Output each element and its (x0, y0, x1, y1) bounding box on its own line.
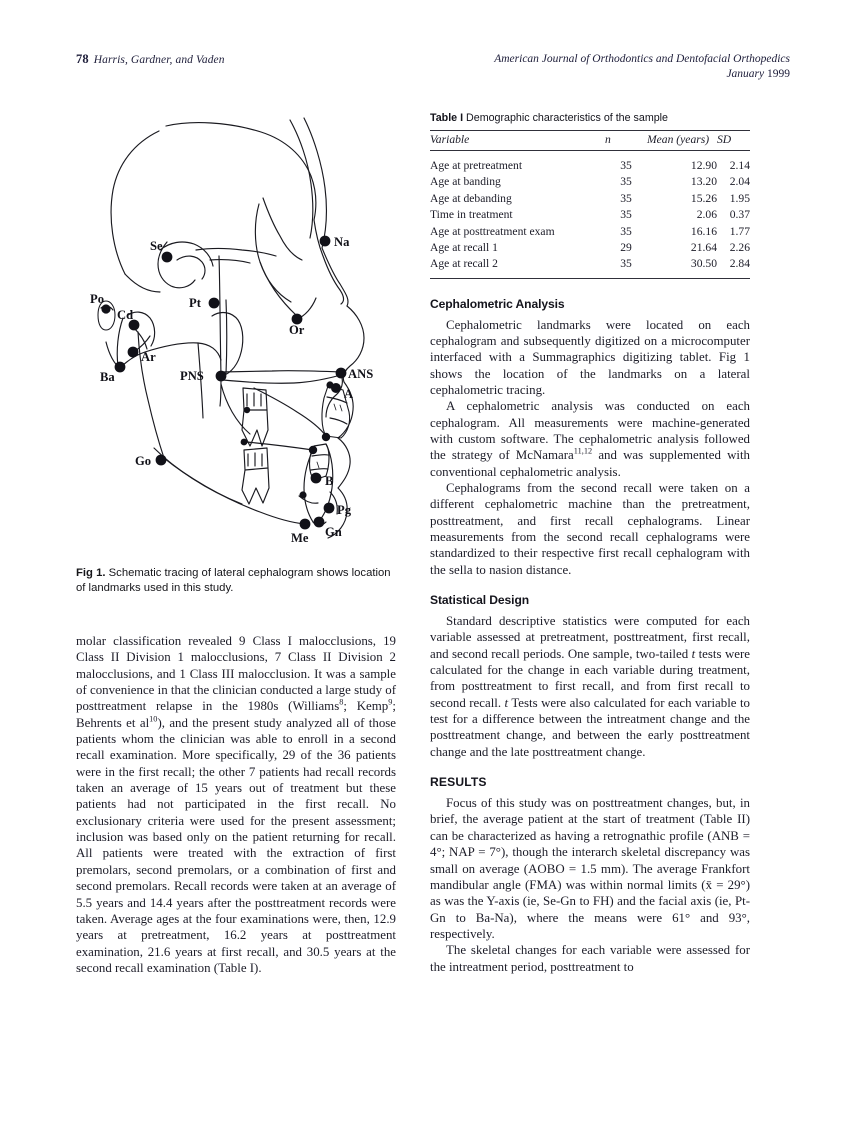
col-header-sd: SD (717, 133, 732, 146)
landmark-dot-pns (216, 371, 227, 382)
landmark-label-go: Go (135, 454, 152, 468)
ceph-paragraph-1: Cephalometric landmarks were located on each cephalogram and subsequently digitized on a microcomputer interfaced with a Summagraphics digitizing tablet. Fig 1 shows the location of the landmarks on a lateral cephalometric tracing. (430, 317, 750, 397)
landmark-dot-pg (324, 503, 335, 514)
results-paragraph-2: The skeletal changes for each variable were assessed for the intreatment period, posttreatment to (430, 943, 750, 974)
table-row (430, 207, 750, 223)
table-header-row (430, 131, 750, 151)
table-row (430, 239, 750, 255)
t-test-italic: t (504, 695, 509, 710)
landmark-dot-minor (244, 407, 250, 413)
landmark-label-a: A (344, 387, 354, 401)
cell-sd: 1.95 (729, 191, 750, 205)
lp1-c: ; Behrents et al (76, 699, 396, 730)
cell-mean: 2.06 (696, 208, 717, 222)
citation-10: 10 (149, 714, 158, 724)
landmark-label-po: Po (90, 292, 104, 306)
cell-n: 35 (620, 208, 632, 222)
table-row (430, 174, 750, 190)
landmark-label-or: Or (289, 323, 305, 337)
landmark-dot-minor (326, 381, 333, 388)
landmark-label-b: B (325, 474, 334, 488)
issue-date (494, 67, 790, 82)
landmark-label-pns: PNS (180, 369, 204, 383)
landmark-dot-na (320, 236, 331, 247)
table-header (430, 131, 750, 151)
cell-variable: Time in treatment (430, 208, 513, 222)
cell-n: 35 (620, 159, 632, 172)
table-row (430, 223, 750, 239)
issue-month: January (726, 68, 765, 80)
cell-mean: 12.90 (690, 159, 717, 172)
ceph-paragraph-3: Cephalograms from the second recall were taken on a different cephalometric machine than the pretreatment, posttreatment, and first recall cephalograms. Linear measurements from the second recall cephalograms were standardized to their respective first recall cephalogram with the sella to nasion distance. (430, 480, 750, 577)
figure-caption-label: Fig 1. (76, 567, 106, 579)
left-column (76, 108, 396, 976)
table-label: Table I (430, 112, 464, 124)
lp1-d: ), and the present study analyzed all of those patients whom the clinician was able to enroll in a second recall examination. More specifically, 29 of the 36 patients were in the first recall; the other 7 patients had recall records taken an average of 15 years out of treatment but these patients had not participated in the first recall. No exclusionary criteria were used for the present assessment; inclusion was based only on the patient returning for recall. All patients were treated with the extraction of first premolars, second premolars, or a combination of first and second premolars. Recall records were taken at an average of 5.5 years and 14.4 years after the posttreatment records were taken. Average ages at the four examinations were, then, 12.9 years at pretreatment, 16.2 years at posttreatment examination, 21.6 years at first recall, and 30.5 years at the second recall examination (Table I). (76, 715, 397, 975)
cell-mean: 30.50 (690, 257, 717, 271)
heading-statistical-design: Statistical Design (430, 593, 530, 608)
figure-caption (76, 566, 396, 595)
cell-sd: 1.77 (729, 224, 750, 238)
table-title-text: Demographic characteristics of the sample (463, 112, 668, 124)
author-list: Harris, Gardner, and Vaden (93, 54, 225, 66)
landmark-dot-gn (314, 517, 325, 528)
landmark-dot-minor (299, 491, 306, 498)
cell-variable: Age at posttreatment exam (430, 224, 555, 238)
statistical-paragraph (430, 613, 750, 760)
table-body (430, 151, 750, 279)
cell-variable: Age at recall 2 (430, 257, 498, 271)
cell-n: 35 (620, 224, 632, 238)
ceph-paragraph-2 (430, 398, 750, 480)
landmark-label-pt: Pt (189, 296, 201, 310)
cell-sd: 2.04 (729, 175, 750, 189)
running-head-authors (76, 52, 225, 67)
table-1-block (430, 112, 750, 279)
cell-n: 35 (620, 191, 632, 205)
landmark-label-se: Se (150, 239, 163, 253)
cell-mean: 16.16 (690, 224, 717, 238)
landmark-label-pg: Pg (337, 503, 351, 517)
cell-sd: 0.37 (729, 208, 750, 222)
cell-sd: 2.84 (729, 257, 750, 271)
cell-sd: 2.26 (729, 240, 750, 254)
table-row (430, 256, 750, 278)
cell-variable: Age at banding (430, 175, 501, 189)
demographics-table (430, 130, 750, 279)
cell-variable: Age at pretreatment (430, 159, 523, 172)
journal-title: American Journal of Orthodontics and Dentofacial Orthopedics (494, 53, 790, 65)
sp-b: tests were calculated for the change in each variable during treatment, from posttreatment to first recall, and from first recall to second recall. (430, 646, 750, 710)
figure-1 (76, 108, 396, 594)
landmark-dot-se (162, 252, 173, 263)
lp1-b: ; Kemp (343, 699, 389, 714)
table-row (430, 190, 750, 206)
table-row (430, 151, 750, 174)
landmark-dot-ans (336, 368, 347, 379)
lp1-a: molar classification revealed 9 Class I malocclusions, 19 Class II Division 1 malocclusions, 7 Class II Division 2 malocclusions, and 1 Class III malocclusion. It was a sample of convenience in that the clinician conducted a large study of posttreatment relapse in the 1980s (Williams (76, 634, 396, 714)
col-header-variable: Variable (430, 133, 470, 146)
cell-variable: Age at recall 1 (430, 240, 498, 254)
landmark-label-na: Na (334, 235, 350, 249)
cell-n: 35 (620, 175, 632, 189)
cp2-b: and was supplemented with conventional cephalometric analysis. (430, 448, 750, 479)
cell-n: 29 (620, 240, 632, 254)
sp-c: Tests were also calculated for each variable to test for a difference between the intreatment change and the posttreatment change, and between the early posttreatment change and the late posttreatment change. (430, 695, 750, 759)
running-head-journal (494, 52, 790, 82)
landmark-dot-me (300, 519, 311, 530)
landmark-dot-b (311, 473, 322, 484)
cell-variable: Age at debanding (430, 191, 512, 205)
cell-mean: 13.20 (690, 175, 717, 189)
col-header-n: n (605, 133, 611, 146)
cell-mean: 21.64 (690, 240, 717, 254)
citation-11-12: 11,12 (573, 447, 593, 456)
issue-year: 1999 (767, 68, 790, 80)
landmark-dot-ar (128, 347, 139, 358)
table-title (430, 112, 750, 125)
heading-results: RESULTS (430, 775, 487, 790)
right-column (430, 112, 750, 975)
landmark-dot-pt (209, 298, 220, 309)
landmark-dot-ba (115, 362, 126, 373)
landmark-label-ba: Ba (100, 370, 115, 384)
cp2-a: A cephalometric analysis was conducted on each cephalogram. All measurements were machine-generated with custom software. The cephalometric analysis followed the strategy of McNamara (430, 399, 750, 463)
t-test-italic: t (691, 646, 696, 661)
landmark-dot-go (156, 455, 167, 466)
results-paragraph-1: Focus of this study was on posttreatment changes, but, in brief, the average patient at the start of treatment (Table II) can be characterized as having a retrognathic profile (ANB = 4°; NAP = 7°), though the interarch skeletal discrepancy was small on average (AOBO = 1.5 mm). The average Frankfort mandibular angle (FMA) was within normal limits (x̄ = 29°) as was the Y-axis (ie, Se-Gn to FH) and the facial axis (ie, Pt-Gn to Ba-Na), where the means were 61° and 93°, respectively. (430, 796, 750, 941)
landmark-label-me: Me (291, 531, 309, 545)
cell-n: 35 (620, 257, 632, 271)
sp-a: Standard descriptive statistics were computed for each variable assessed at pretreatment, posttreatment, first recall, and second recall periods. One sample, two-tailed (430, 614, 750, 661)
cell-mean: 15.26 (690, 191, 717, 205)
running-head (76, 52, 790, 86)
landmark-dot-minor (309, 446, 317, 454)
landmark-label-gn: Gn (325, 525, 342, 539)
citation-8: 8 (339, 698, 344, 708)
landmark-label-ar: Ar (141, 350, 156, 364)
page-number: 78 (76, 52, 89, 66)
landmark-dot-minor (241, 439, 248, 446)
left-paragraph-1 (76, 633, 396, 976)
landmark-dot-minor (322, 433, 330, 441)
heading-cephalometric-analysis: Cephalometric Analysis (430, 296, 565, 311)
figure-caption-text: Schematic tracing of lateral cephalogram shows location of landmarks used in this study. (76, 567, 391, 594)
landmark-label-ans: ANS (348, 367, 374, 381)
col-header-mean: Mean (years) (647, 133, 710, 146)
cephalogram-tracing (74, 108, 396, 558)
cell-sd: 2.14 (729, 159, 750, 172)
citation-9: 9 (388, 698, 393, 708)
landmark-label-cd: Cd (117, 308, 134, 322)
